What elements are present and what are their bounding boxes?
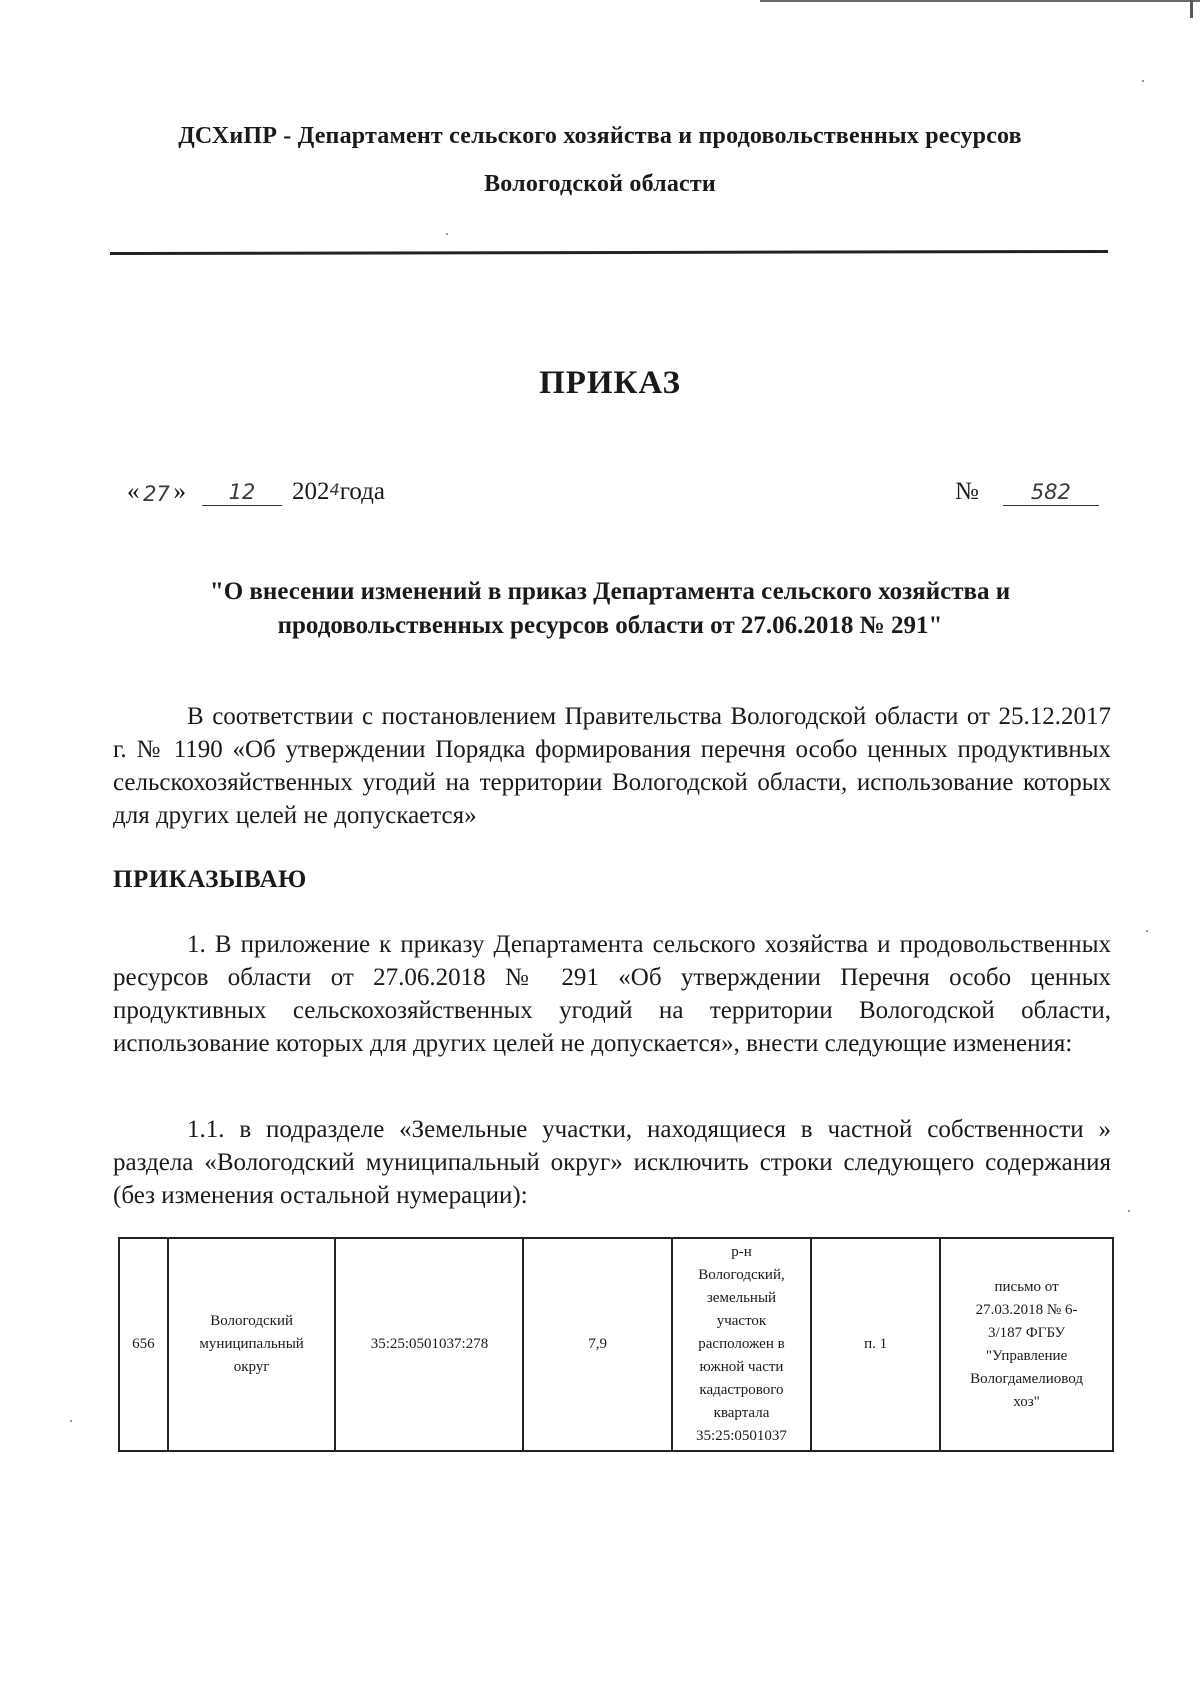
date-year-suffix: года bbox=[339, 478, 385, 505]
date-open-quote: « bbox=[127, 478, 140, 505]
organization-region: Вологодской области bbox=[484, 171, 716, 197]
cell-location: р-н Вологодский, земельный участок расположен в южной части кадастрового квартала 35:25:0501037 bbox=[672, 1238, 811, 1451]
scan-speck bbox=[70, 1420, 72, 1422]
cell-area: 7,9 bbox=[523, 1238, 671, 1451]
excluded-rows-table bbox=[118, 1237, 1114, 1452]
cell-number: 656 bbox=[119, 1238, 168, 1451]
scan-speck bbox=[446, 233, 448, 235]
table-row bbox=[119, 1238, 1113, 1451]
cell-criterion: п. 1 bbox=[811, 1238, 940, 1451]
number-label: № bbox=[955, 478, 979, 505]
cell-cadastral-number: 35:25:0501037:278 bbox=[335, 1238, 523, 1451]
date-month-handwritten: 12 bbox=[202, 479, 282, 506]
date-close-quote: » bbox=[173, 478, 186, 505]
scan-edge-mark bbox=[1190, 0, 1193, 18]
preamble-text: В соответствии с постановлением Правительства Вологодской области от 25.12.2017 г. № 1190 «Об утверждении Порядка формирования перечня особо ценных продуктивных сельскохозяйственных угодий на территории Вологодской области, использование которых для других целей не допускается» bbox=[113, 703, 1111, 829]
number-handwritten: 582 bbox=[1003, 479, 1099, 506]
header-divider bbox=[110, 250, 1108, 255]
order-date bbox=[127, 478, 385, 506]
date-year-digit-handwritten: 4 bbox=[329, 480, 340, 499]
item-1-1-paragraph bbox=[113, 1113, 1111, 1212]
document-title: ПРИКАЗ bbox=[539, 365, 681, 401]
order-subject: "О внесении изменений в приказ Департамента сельского хозяйства и продовольственных ресурсов области от 27.06.2018 № 291" bbox=[209, 578, 1011, 639]
organization-name: ДСХиПР - Департамент сельского хозяйства и продовольственных ресурсов bbox=[178, 123, 1022, 149]
date-year-prefix: 202 bbox=[292, 478, 330, 505]
scan-edge-mark bbox=[760, 0, 1200, 2]
scan-speck bbox=[1128, 1210, 1130, 1212]
item-1-1-text: 1.1. в подразделе «Земельные участки, находящиеся в частной собственности » раздела «Вологодский муниципальный округ» исключить строки следующего содержания (без изменения остальной нумерации): bbox=[113, 1116, 1111, 1209]
scan-speck bbox=[1146, 930, 1148, 932]
date-day-handwritten: 27 bbox=[143, 482, 170, 506]
cell-municipality: Вологодский муниципальный округ bbox=[168, 1238, 336, 1451]
order-word: ПРИКАЗЫВАЮ bbox=[113, 866, 307, 893]
item-1-paragraph bbox=[113, 928, 1111, 1060]
cell-basis: письмо от 27.03.2018 № 6- 3/187 ФГБУ "Управление Вологдамелиовод хоз" bbox=[940, 1238, 1113, 1451]
order-number bbox=[955, 478, 1099, 506]
item-1-text: 1. В приложение к приказу Департамента сельского хозяйства и продовольственных ресурсов области от 27.06.2018 № 291 «Об утверждении Перечня особо ценных продуктивных сельскохозяйственных угодий на территории Вологодской области, использование которых для других целей не допускается», внести следующие изменения: bbox=[113, 931, 1111, 1057]
preamble-paragraph bbox=[113, 700, 1111, 832]
scan-speck bbox=[1142, 80, 1144, 82]
